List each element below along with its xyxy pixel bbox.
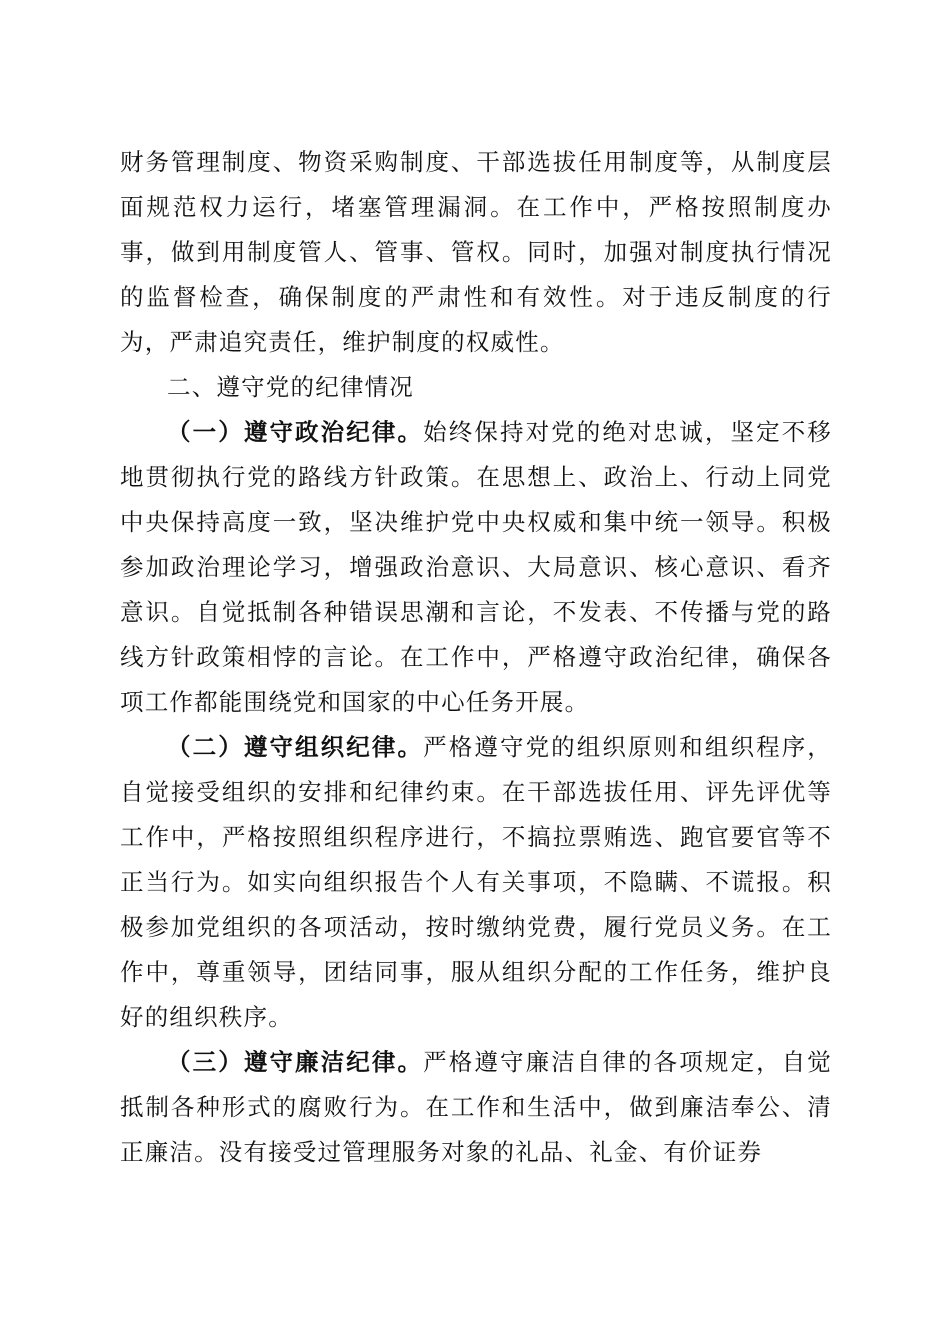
- subsection-title: （一）遵守政治纪律。: [167, 418, 424, 446]
- section-heading-text: 二、遵守党的纪律情况: [167, 373, 414, 401]
- subsection-title: （二）遵守组织纪律。: [167, 733, 424, 761]
- subsection-body: 严格遵守党的组织原则和组织程序，自觉接受组织的安排和纪律约束。在干部选拔任用、评先评优等工作中，严格按照组织程序进行，不搞拉票贿选、跑官要官等不正当行为。如实向组织报告个人有关事项，不隐瞒、不谎报。积极参加党组织的各项活动，按时缴纳党费，履行党员义务。在工作中，尊重领导，团结同事，服从组织分配的工作任务，维护良好的组织秩序。: [120, 733, 833, 1031]
- subsection-title: （三）遵守廉洁纪律。: [167, 1048, 424, 1076]
- subsection-organizational: [120, 725, 832, 1040]
- document-body: [120, 140, 832, 1175]
- subsection-political: [120, 410, 832, 725]
- subsection-body: 始终保持对党的绝对忠诚，坚定不移地贯彻执行党的路线方针政策。在思想上、政治上、行动上同党中央保持高度一致，坚决维护党中央权威和集中统一领导。积极参加政治理论学习，增强政治意识、大局意识、核心意识、看齐意识。自觉抵制各种错误思潮和言论，不发表、不传播与党的路线方针政策相悖的言论。在工作中，严格遵守政治纪律，确保各项工作都能围绕党和国家的中心任务开展。: [120, 418, 833, 716]
- subsection-body: 严格遵守廉洁自律的各项规定，自觉抵制各种形式的腐败行为。在工作和生活中，做到廉洁奉公、清正廉洁。没有接受过管理服务对象的礼品、礼金、有价证券: [120, 1048, 833, 1166]
- intro-text: 财务管理制度、物资采购制度、干部选拔任用制度等，从制度层面规范权力运行，堵塞管理漏洞。在工作中，严格按照制度办事，做到用制度管人、管事、管权。同时，加强对制度执行情况的监督检查，确保制度的严肃性和有效性。对于违反制度的行为，严肃追究责任，维护制度的权威性。: [120, 148, 832, 356]
- section-heading: [120, 365, 832, 410]
- subsection-integrity: [120, 1040, 832, 1175]
- intro-paragraph: [120, 140, 832, 365]
